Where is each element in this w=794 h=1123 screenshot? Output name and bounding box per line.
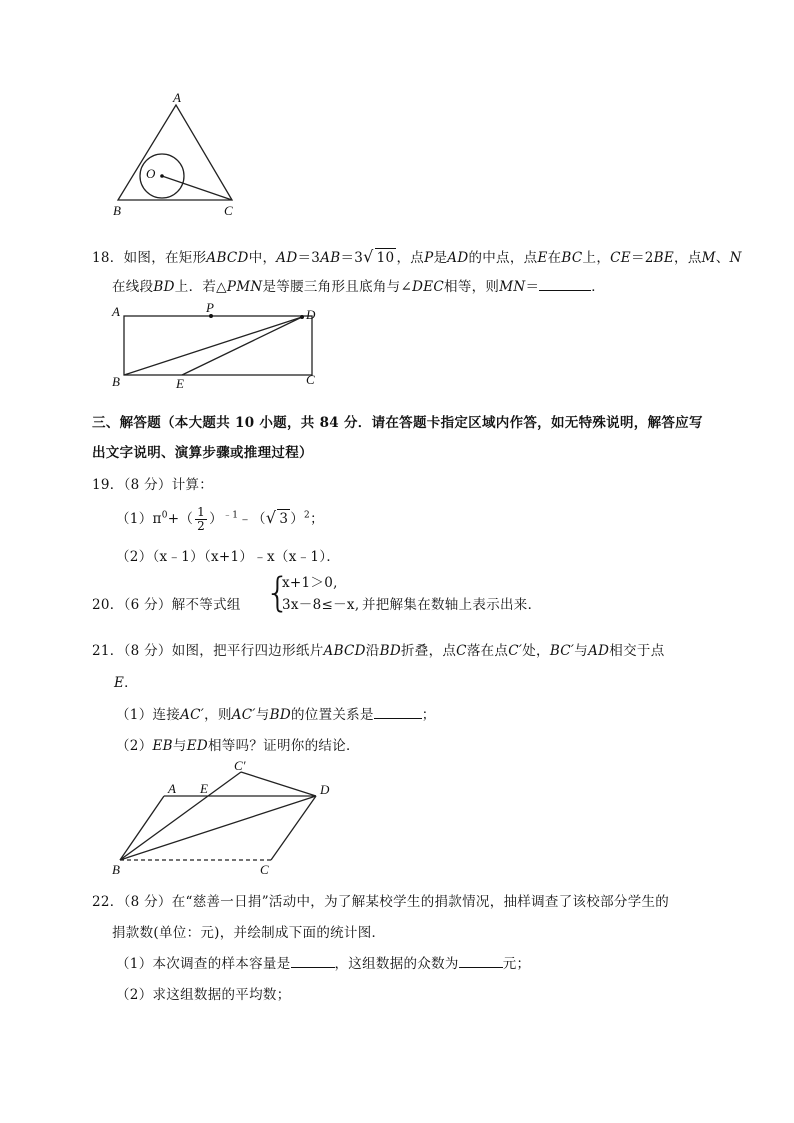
parallelogram-fold-figure <box>108 756 338 880</box>
triangle-circle-figure <box>108 90 248 220</box>
rectangle-figure <box>108 300 328 392</box>
label-D: D <box>320 782 330 797</box>
fraction-one-half: $\frac{1}{2}$ <box>197 505 206 533</box>
q19-part2: （2）（x﹣1）（x+1）﹣x（x﹣1）． <box>116 549 341 565</box>
q21-answer-blank <box>374 706 422 719</box>
q18-line1: 18．如图，在矩形ABCD中，AD＝3AB＝3√ 10 ，点P是AD的中点，点E在BC上，CE＝2BE，点M、N <box>92 247 742 266</box>
section3-heading-line1: 三、解答题（本大题共 10 小题，共 84 分．请在答题卡指定区域内作答，如无特殊说明，解答应写 <box>92 415 703 431</box>
q21-line2: E． <box>114 675 138 691</box>
q20-inequality-2: 3x－8≤－x, <box>282 597 360 613</box>
q18-line2: 在线段BD上．若△PMN是等腰三角形且底角与∠DEC相等，则MN＝ ． <box>112 279 606 295</box>
q21-sub2: （2）EB与ED相等吗？证明你的结论． <box>116 738 360 754</box>
label-C: C <box>224 203 233 218</box>
section3-heading-line2: 出文字说明、演算步骤或推理过程） <box>92 445 313 461</box>
q22-sub2: （2）求这组数据的平均数； <box>116 987 291 1003</box>
sqrt-3: 3 <box>279 511 289 527</box>
label-E: E <box>200 781 208 796</box>
q22-mode-blank <box>459 955 503 968</box>
sqrt-10: 10 <box>376 250 395 266</box>
label-A: A <box>173 90 181 105</box>
q19-title: 19．（8 分）计算： <box>92 477 214 493</box>
q22-line1: 22．（8 分）在“慈善一日捐”活动中，为了解某校学生的捐款情况，抽样调查了该校部分学生的 <box>92 894 670 910</box>
q20-prefix: 20．（6 分）解不等式组 <box>92 597 241 613</box>
label-C: C <box>260 862 269 877</box>
label-B: B <box>112 862 120 877</box>
label-E: E <box>176 376 184 391</box>
q20-tail: 并把解集在数轴上表示出来． <box>362 597 542 613</box>
label-C: C <box>306 372 315 387</box>
q19-part1: $(1)\pi^0+$（ $\frac{1}{2}$ ）$^{﹣1}$﹣（√ 3 ）$^2$； <box>116 505 324 533</box>
q21-sub1: （1）连接AC′，则AC′与BD的位置关系是 ； <box>116 707 436 723</box>
label-A: A <box>112 304 120 319</box>
label-Cprime: C′ <box>234 758 246 773</box>
label-B: B <box>113 203 121 218</box>
q21-line1: 21．（8 分）如图，把平行四边形纸片ABCD沿BD折叠，点C落在点C′处，BC′与AD相交于点 <box>92 643 665 659</box>
q20-inequality-1: x+1＞0, <box>282 575 338 591</box>
q22-line2: 捐款数(单位：元)，并绘制成下面的统计图． <box>112 925 386 941</box>
q18-answer-blank <box>539 278 591 291</box>
label-A: A <box>168 781 176 796</box>
label-P: P <box>206 300 214 315</box>
label-O: O <box>146 166 156 181</box>
q22-sub1: （1）本次调查的样本容量是 ，这组数据的众数为 元； <box>116 956 531 972</box>
system-brace: { <box>265 570 291 616</box>
label-B: B <box>112 374 120 389</box>
label-D: D <box>306 307 316 322</box>
q22-sample-size-blank <box>291 955 335 968</box>
